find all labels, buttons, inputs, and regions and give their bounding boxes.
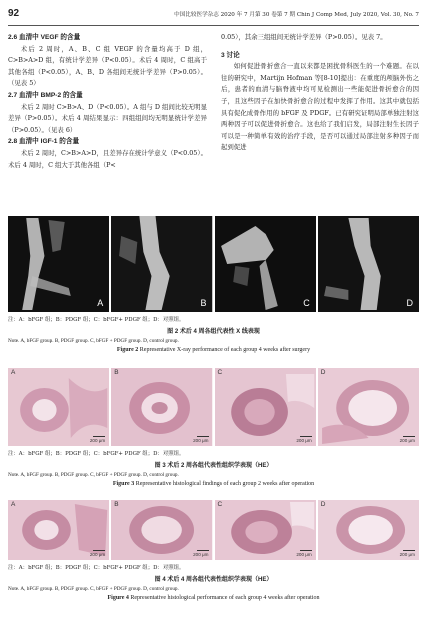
he2-label-b: B bbox=[114, 369, 119, 376]
figure-3-note-en: Note. A, bFGF group. B, PDGF group. C, bFGF + PDGF group. D, control group. bbox=[8, 472, 179, 478]
he2-scale-c: 200 μm bbox=[296, 438, 312, 443]
xray-image-a bbox=[8, 216, 109, 312]
he4-label-c: C bbox=[217, 501, 223, 508]
figure-4-images bbox=[8, 500, 419, 560]
xray-image-c bbox=[215, 216, 316, 312]
figure-2-caption-en bbox=[8, 347, 419, 353]
he2-scale-d: 200 μm bbox=[399, 438, 415, 443]
he4-scale-b: 200 μm bbox=[193, 552, 209, 557]
figure-4-label: Figure 4 bbox=[107, 595, 129, 601]
he4-panel-a bbox=[8, 500, 109, 560]
xray-panel-c bbox=[215, 216, 316, 312]
he2-scale-a: 200 μm bbox=[89, 438, 106, 443]
section-2-7-text: 术后 2 周时 C>B>A、D（P<0.05）。A 组与 D 组间比较无明显差异（P>0.05）。术后 4 周结果显示：四组组间均无明显统计学差异（P>0.05）。（见表 6） bbox=[8, 102, 207, 134]
figure-3-caption-cn: 图 3 术后 2 周各组代表性组织学表现（HE） bbox=[154, 463, 273, 469]
he2-label-c: C bbox=[217, 369, 223, 376]
continued-text: 0.05），其余三组组间无统计学差异（P>0.05）。见表 7。 bbox=[221, 33, 387, 41]
section-2-7-title: 2.7 血清中 BMP-2 的含量 bbox=[8, 91, 83, 99]
figure-2-label: Figure 2 bbox=[116, 347, 139, 353]
he4-label-d: D bbox=[320, 501, 326, 508]
panel-label-c: C bbox=[303, 298, 310, 308]
figure-2-note-en: Note. A, bFGF group. B, PDGF group. C, bFGF + PDGF group. D, control group. bbox=[8, 338, 179, 344]
he2-image-a bbox=[8, 368, 109, 446]
he4-panel-c bbox=[215, 500, 316, 560]
figure-3 bbox=[8, 368, 419, 487]
he4-label-b: B bbox=[114, 501, 119, 508]
he2-image-b bbox=[111, 368, 212, 446]
section-3-text: 如何促进骨折愈合一直以来都是困扰骨科医生的一个难题。在以往的研究中，Martijn Hofman 等[8-10]提出：在重度的颅脑外伤之后，患者的血清与脑脊液中均可见检测出一些能促进骨折愈合的因子，且这些因子在加快骨折愈合的过程中发挥了作用。这其中就包括具有促化成骨作用的 bFGF 及 PDGF。已有研究证明局部单独注射这两种因子可以促进骨折愈合。这也给了我们启发，局部注射生长因子可以是一种简单有效的治疗手段，是否可以通过局部注射多种因子而起到促进 bbox=[221, 62, 419, 152]
left-column bbox=[8, 32, 207, 171]
page-header bbox=[8, 8, 419, 26]
he4-scale-c: 200 μm bbox=[296, 552, 312, 557]
figure-2-note-cn: 注：A：bFGF 组；B：PDGF 组；C：bFGF+ PDGF 组；D：对照组。 bbox=[8, 317, 185, 323]
section-2-6-title: 2.6 血清中 VEGF 的含量 bbox=[8, 34, 81, 41]
he4-panel-d bbox=[318, 500, 419, 560]
section-2-6-text: 术后 2 周时，A、B、C 组 VEGF 的含量均高于 D 组，C>B>A>D 组，有统计学差异（P<0.05）。术后 4 周时，C 组高于其他各组（P<0.05），A、B、D 各组间无统计学差异（P>0.05）。（见表 5） bbox=[8, 44, 207, 88]
figure-2-images bbox=[8, 216, 419, 312]
he4-label-a: A bbox=[11, 501, 16, 508]
he2-panel-c bbox=[215, 368, 316, 446]
panel-label-d: D bbox=[406, 298, 413, 308]
running-title: 中国比较医学杂志 2020 年 7 月第 30 卷第 7 期 Chin J Comp Med, July 2020, Vol. 30, No. 7 bbox=[174, 12, 419, 18]
figure-3-caption-en bbox=[8, 481, 419, 487]
he2-scale-b: 200 μm bbox=[193, 438, 209, 443]
he4-scale-d: 200 μm bbox=[399, 552, 415, 557]
he2-panel-a bbox=[8, 368, 109, 446]
panel-label-b: B bbox=[200, 298, 207, 308]
figure-2-caption-text: Representative X-ray performance of each group 4 weeks after surgery bbox=[139, 347, 311, 353]
figure-4-note-en: Note. A, bFGF group. B, PDGF group. C, bFGF + PDGF group. D, control group. bbox=[8, 586, 179, 592]
xray-image-d bbox=[318, 216, 419, 312]
figure-4 bbox=[8, 500, 419, 601]
section-2-8-text: 术后 2 周时，C>B>A>D，且差异存在统计学意义（P<0.05）。术后 4 周时，C 组大于其他各组（P< bbox=[8, 148, 207, 169]
figure-2-caption-cn: 图 2 术后 4 周各组代表性 X 线表现 bbox=[167, 329, 260, 335]
he2-image-c bbox=[215, 368, 316, 446]
section-2-8-title: 2.8 血清中 IGF-1 的含量 bbox=[8, 138, 80, 146]
figure-4-note-cn: 注：A：bFGF 组；B：PDGF 组；C：bFGF+ PDGF 组；D：对照组。 bbox=[8, 565, 185, 571]
figure-4-caption-en bbox=[8, 595, 419, 601]
he4-scale-a: 200 μm bbox=[89, 552, 106, 557]
he2-label-d: D bbox=[320, 369, 326, 376]
figure-4-caption-text: Representative histological performance of each group 4 weeks after operation bbox=[130, 595, 320, 601]
he2-panel-b bbox=[111, 368, 212, 446]
figure-3-label: Figure 3 bbox=[112, 481, 135, 487]
he2-image-d bbox=[318, 368, 419, 446]
panel-label-a: A bbox=[97, 298, 104, 308]
figure-4-caption-cn: 图 4 术后 4 周各组代表性组织学表现（HE） bbox=[154, 577, 273, 583]
xray-panel-a bbox=[8, 216, 109, 312]
he2-panel-d bbox=[318, 368, 419, 446]
section-3-title: 3 讨论 bbox=[221, 51, 240, 59]
figure-2 bbox=[8, 216, 419, 353]
he4-panel-b bbox=[111, 500, 212, 560]
xray-panel-b bbox=[111, 216, 212, 312]
figure-3-images bbox=[8, 368, 419, 446]
right-column bbox=[221, 32, 419, 154]
page-number: 92 bbox=[8, 8, 20, 19]
xray-panel-d bbox=[318, 216, 419, 312]
xray-image-b bbox=[111, 216, 212, 312]
figure-3-caption-text: Representative histological findings of each group 2 weeks after operation bbox=[135, 481, 315, 487]
figure-3-note-cn: 注：A：bFGF 组；B：PDGF 组；C：bFGF+ PDGF 组；D：对照组。 bbox=[8, 451, 185, 457]
he2-label-a: A bbox=[11, 369, 16, 376]
